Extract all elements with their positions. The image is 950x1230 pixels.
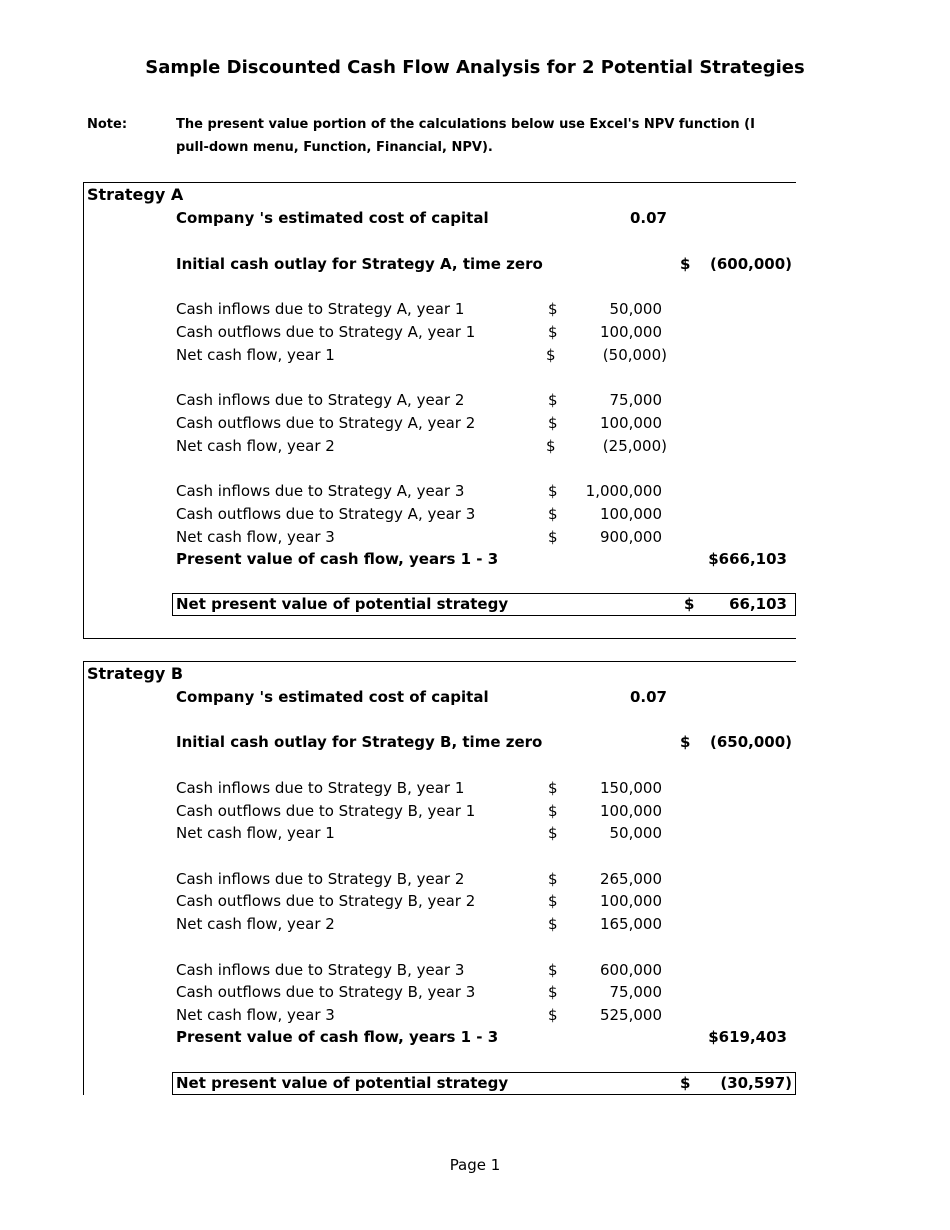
strategy-b-y2-outflow-label: Cash outflows due to Strategy B, year 2	[176, 892, 476, 910]
strategy-a-y3-net-value: 900,000	[599, 528, 662, 546]
strategy-a-cost-label: Company 's estimated cost of capital	[176, 209, 489, 227]
strategy-a-y2-inflow-label: Cash inflows due to Strategy A, year 2	[176, 391, 465, 409]
strategy-a-y2-net-value: (25,000)	[602, 437, 667, 455]
strategy-b-pv-value: $619,403	[708, 1028, 787, 1046]
strategy-b-initial-value: (650,000)	[709, 733, 792, 751]
strategy-b-y3-inflow-value: 600,000	[599, 961, 662, 979]
strategy-b-y1-inflow-label: Cash inflows due to Strategy B, year 1	[176, 779, 465, 797]
strategy-a-y1-inflow-currency: $	[548, 300, 558, 318]
strategy-b-y2-inflow-currency: $	[548, 870, 558, 888]
strategy-b-initial-currency: $	[680, 733, 691, 751]
strategy-b-y2-outflow-currency: $	[548, 892, 558, 910]
strategy-a-y3-outflow-label: Cash outflows due to Strategy A, year 3	[176, 505, 476, 523]
strategy-a-frame-bottom	[83, 638, 796, 639]
strategy-a-y3-net-label: Net cash flow, year 3	[176, 528, 335, 546]
strategy-a-heading: Strategy A	[87, 185, 184, 204]
strategy-b-npv-currency: $	[680, 1074, 691, 1092]
note-label: Note:	[87, 117, 128, 132]
strategy-a-y1-net-currency: $	[546, 346, 556, 364]
strategy-b-cost-value: 0.07	[629, 688, 667, 706]
strategy-a-y2-outflow-currency: $	[548, 414, 558, 432]
strategy-a-y3-net-currency: $	[548, 528, 558, 546]
strategy-a-npv-label: Net present value of potential strategy	[176, 595, 509, 613]
strategy-a-y1-outflow-label: Cash outflows due to Strategy A, year 1	[176, 323, 476, 341]
strategy-a-pv-label: Present value of cash flow, years 1 - 3	[176, 550, 499, 568]
strategy-a-y1-net-label: Net cash flow, year 1	[176, 346, 335, 364]
strategy-a-y1-outflow-value: 100,000	[599, 323, 662, 341]
strategy-b-y1-net-currency: $	[548, 824, 558, 842]
strategy-b-y2-inflow-value: 265,000	[599, 870, 662, 888]
strategy-b-npv-label: Net present value of potential strategy	[176, 1074, 509, 1092]
strategy-b-frame-left	[83, 661, 84, 1095]
strategy-b-y3-outflow-label: Cash outflows due to Strategy B, year 3	[176, 983, 476, 1001]
strategy-b-pv-label: Present value of cash flow, years 1 - 3	[176, 1028, 499, 1046]
strategy-a-y3-inflow-currency: $	[548, 482, 558, 500]
strategy-a-initial-currency: $	[680, 255, 691, 273]
strategy-b-initial-label: Initial cash outlay for Strategy B, time zero	[176, 733, 543, 751]
page-number: Page 1	[449, 1156, 501, 1174]
strategy-b-heading: Strategy B	[87, 664, 184, 683]
strategy-b-y3-net-currency: $	[548, 1006, 558, 1024]
note-line-2: pull-down menu, Function, Financial, NPV).	[176, 140, 493, 155]
strategy-a-y3-inflow-label: Cash inflows due to Strategy A, year 3	[176, 482, 465, 500]
strategy-a-y1-net-value: (50,000)	[602, 346, 667, 364]
strategy-b-y2-inflow-label: Cash inflows due to Strategy B, year 2	[176, 870, 465, 888]
strategy-b-y3-inflow-label: Cash inflows due to Strategy B, year 3	[176, 961, 465, 979]
strategy-a-initial-value: (600,000)	[709, 255, 792, 273]
strategy-b-y1-outflow-label: Cash outflows due to Strategy B, year 1	[176, 802, 476, 820]
strategy-b-y3-outflow-value: 75,000	[609, 983, 662, 1001]
strategy-b-y3-net-label: Net cash flow, year 3	[176, 1006, 335, 1024]
strategy-a-npv-currency: $	[684, 595, 695, 613]
strategy-a-y3-outflow-currency: $	[548, 505, 558, 523]
strategy-a-frame-left	[83, 182, 84, 638]
strategy-b-y2-net-currency: $	[548, 915, 558, 933]
strategy-a-npv-value: 66,103	[729, 595, 787, 613]
strategy-b-y2-outflow-value: 100,000	[599, 892, 662, 910]
strategy-a-pv-value: $666,103	[708, 550, 787, 568]
strategy-a-y2-net-label: Net cash flow, year 2	[176, 437, 335, 455]
strategy-a-y1-inflow-label: Cash inflows due to Strategy A, year 1	[176, 300, 465, 318]
strategy-a-initial-label: Initial cash outlay for Strategy A, time zero	[176, 255, 543, 273]
strategy-b-y2-net-label: Net cash flow, year 2	[176, 915, 335, 933]
strategy-a-y3-inflow-value: 1,000,000	[585, 482, 662, 500]
strategy-b-cost-label: Company 's estimated cost of capital	[176, 688, 489, 706]
strategy-a-y1-inflow-value: 50,000	[609, 300, 662, 318]
strategy-b-y3-net-value: 525,000	[599, 1006, 662, 1024]
strategy-b-y3-inflow-currency: $	[548, 961, 558, 979]
strategy-a-y2-outflow-value: 100,000	[599, 414, 662, 432]
strategy-b-y1-outflow-currency: $	[548, 802, 558, 820]
strategy-b-y3-outflow-currency: $	[548, 983, 558, 1001]
strategy-a-y2-outflow-label: Cash outflows due to Strategy A, year 2	[176, 414, 476, 432]
strategy-a-frame-top	[83, 182, 796, 183]
strategy-b-y2-net-value: 165,000	[599, 915, 662, 933]
strategy-b-y1-net-label: Net cash flow, year 1	[176, 824, 335, 842]
strategy-b-y1-inflow-value: 150,000	[599, 779, 662, 797]
strategy-a-y2-inflow-value: 75,000	[609, 391, 662, 409]
strategy-b-y1-inflow-currency: $	[548, 779, 558, 797]
strategy-a-cost-value: 0.07	[629, 209, 667, 227]
strategy-a-y2-inflow-currency: $	[548, 391, 558, 409]
note-line-1: The present value portion of the calculations below use Excel's NPV function (I	[176, 117, 755, 132]
strategy-a-y3-outflow-value: 100,000	[599, 505, 662, 523]
page-title: Sample Discounted Cash Flow Analysis for 2 Potential Strategies	[145, 57, 805, 78]
strategy-a-y1-outflow-currency: $	[548, 323, 558, 341]
strategy-b-npv-value: (30,597)	[720, 1074, 792, 1092]
strategy-b-y1-net-value: 50,000	[609, 824, 662, 842]
strategy-b-frame-top	[83, 661, 796, 662]
strategy-a-y2-net-currency: $	[546, 437, 556, 455]
strategy-b-y1-outflow-value: 100,000	[599, 802, 662, 820]
